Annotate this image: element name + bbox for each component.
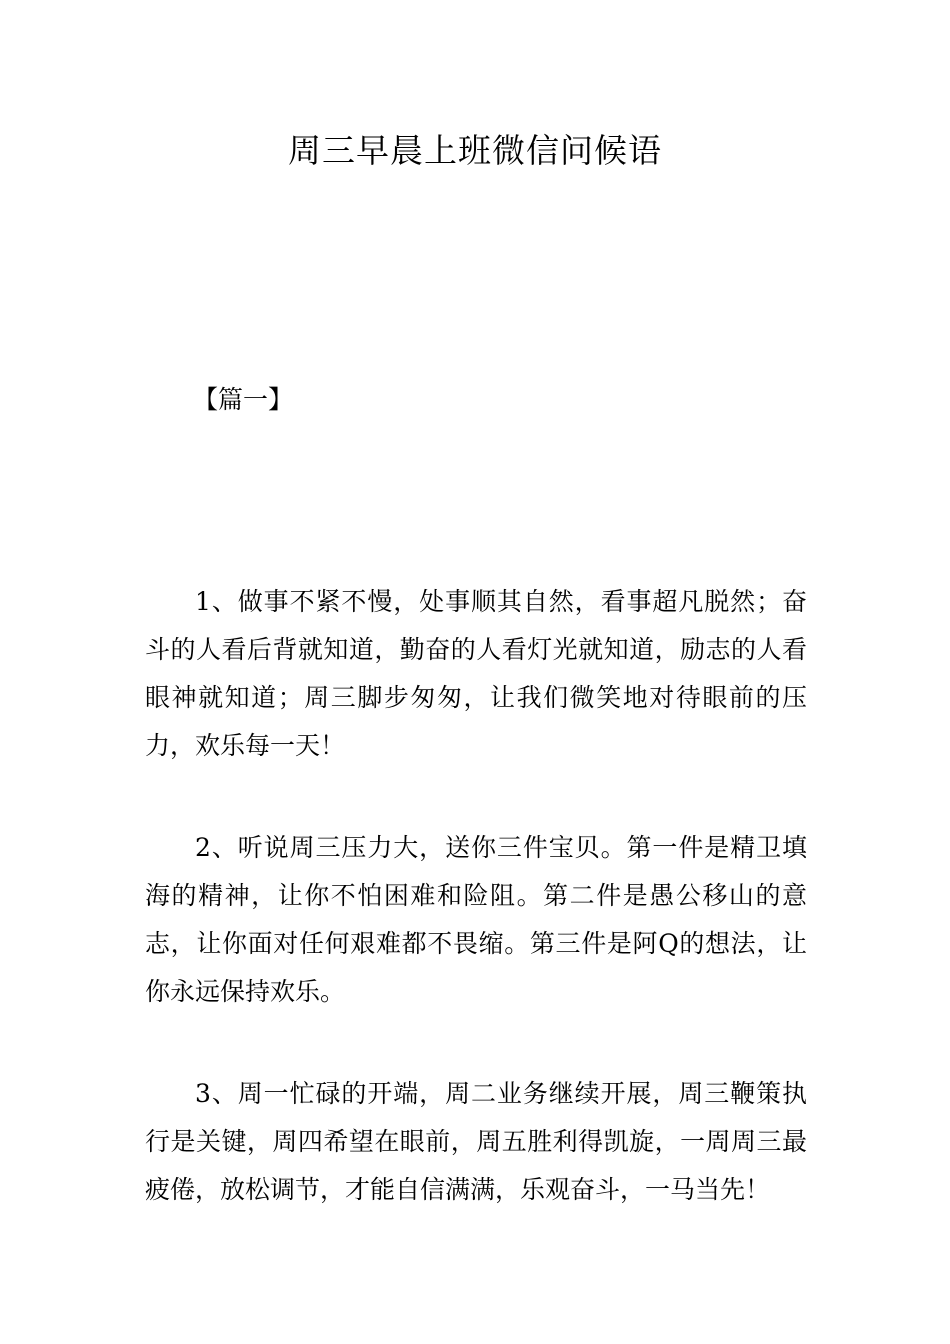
paragraph-1: 1、做事不紧不慢，处事顺其自然，看事超凡脱然；奋斗的人看后背就知道，勤奋的人看灯光就知道，励志的人看眼神就知道；周三脚步匆匆，让我们微笑地对待眼前的压力，欢乐每一天！ — [145, 587, 807, 760]
section-heading: 【篇一】 — [193, 385, 294, 414]
paragraph-2: 2、听说周三压力大，送你三件宝贝。第一件是精卫填海的精神，让你不怕困难和险阻。第二件是愚公移山的意志，让你面对任何艰难都不畏缩。第三件是阿Q的想法，让你永远保持欢乐。 — [145, 833, 807, 1006]
document-title: 周三早晨上班微信问候语 — [288, 131, 662, 170]
paragraph-3: 3、周一忙碌的开端，周二业务继续开展，周三鞭策执行是关键，周四希望在眼前，周五胜利得凯旋，一周周三最疲倦，放松调节，才能自信满满，乐观奋斗，一马当先！ — [145, 1079, 807, 1204]
